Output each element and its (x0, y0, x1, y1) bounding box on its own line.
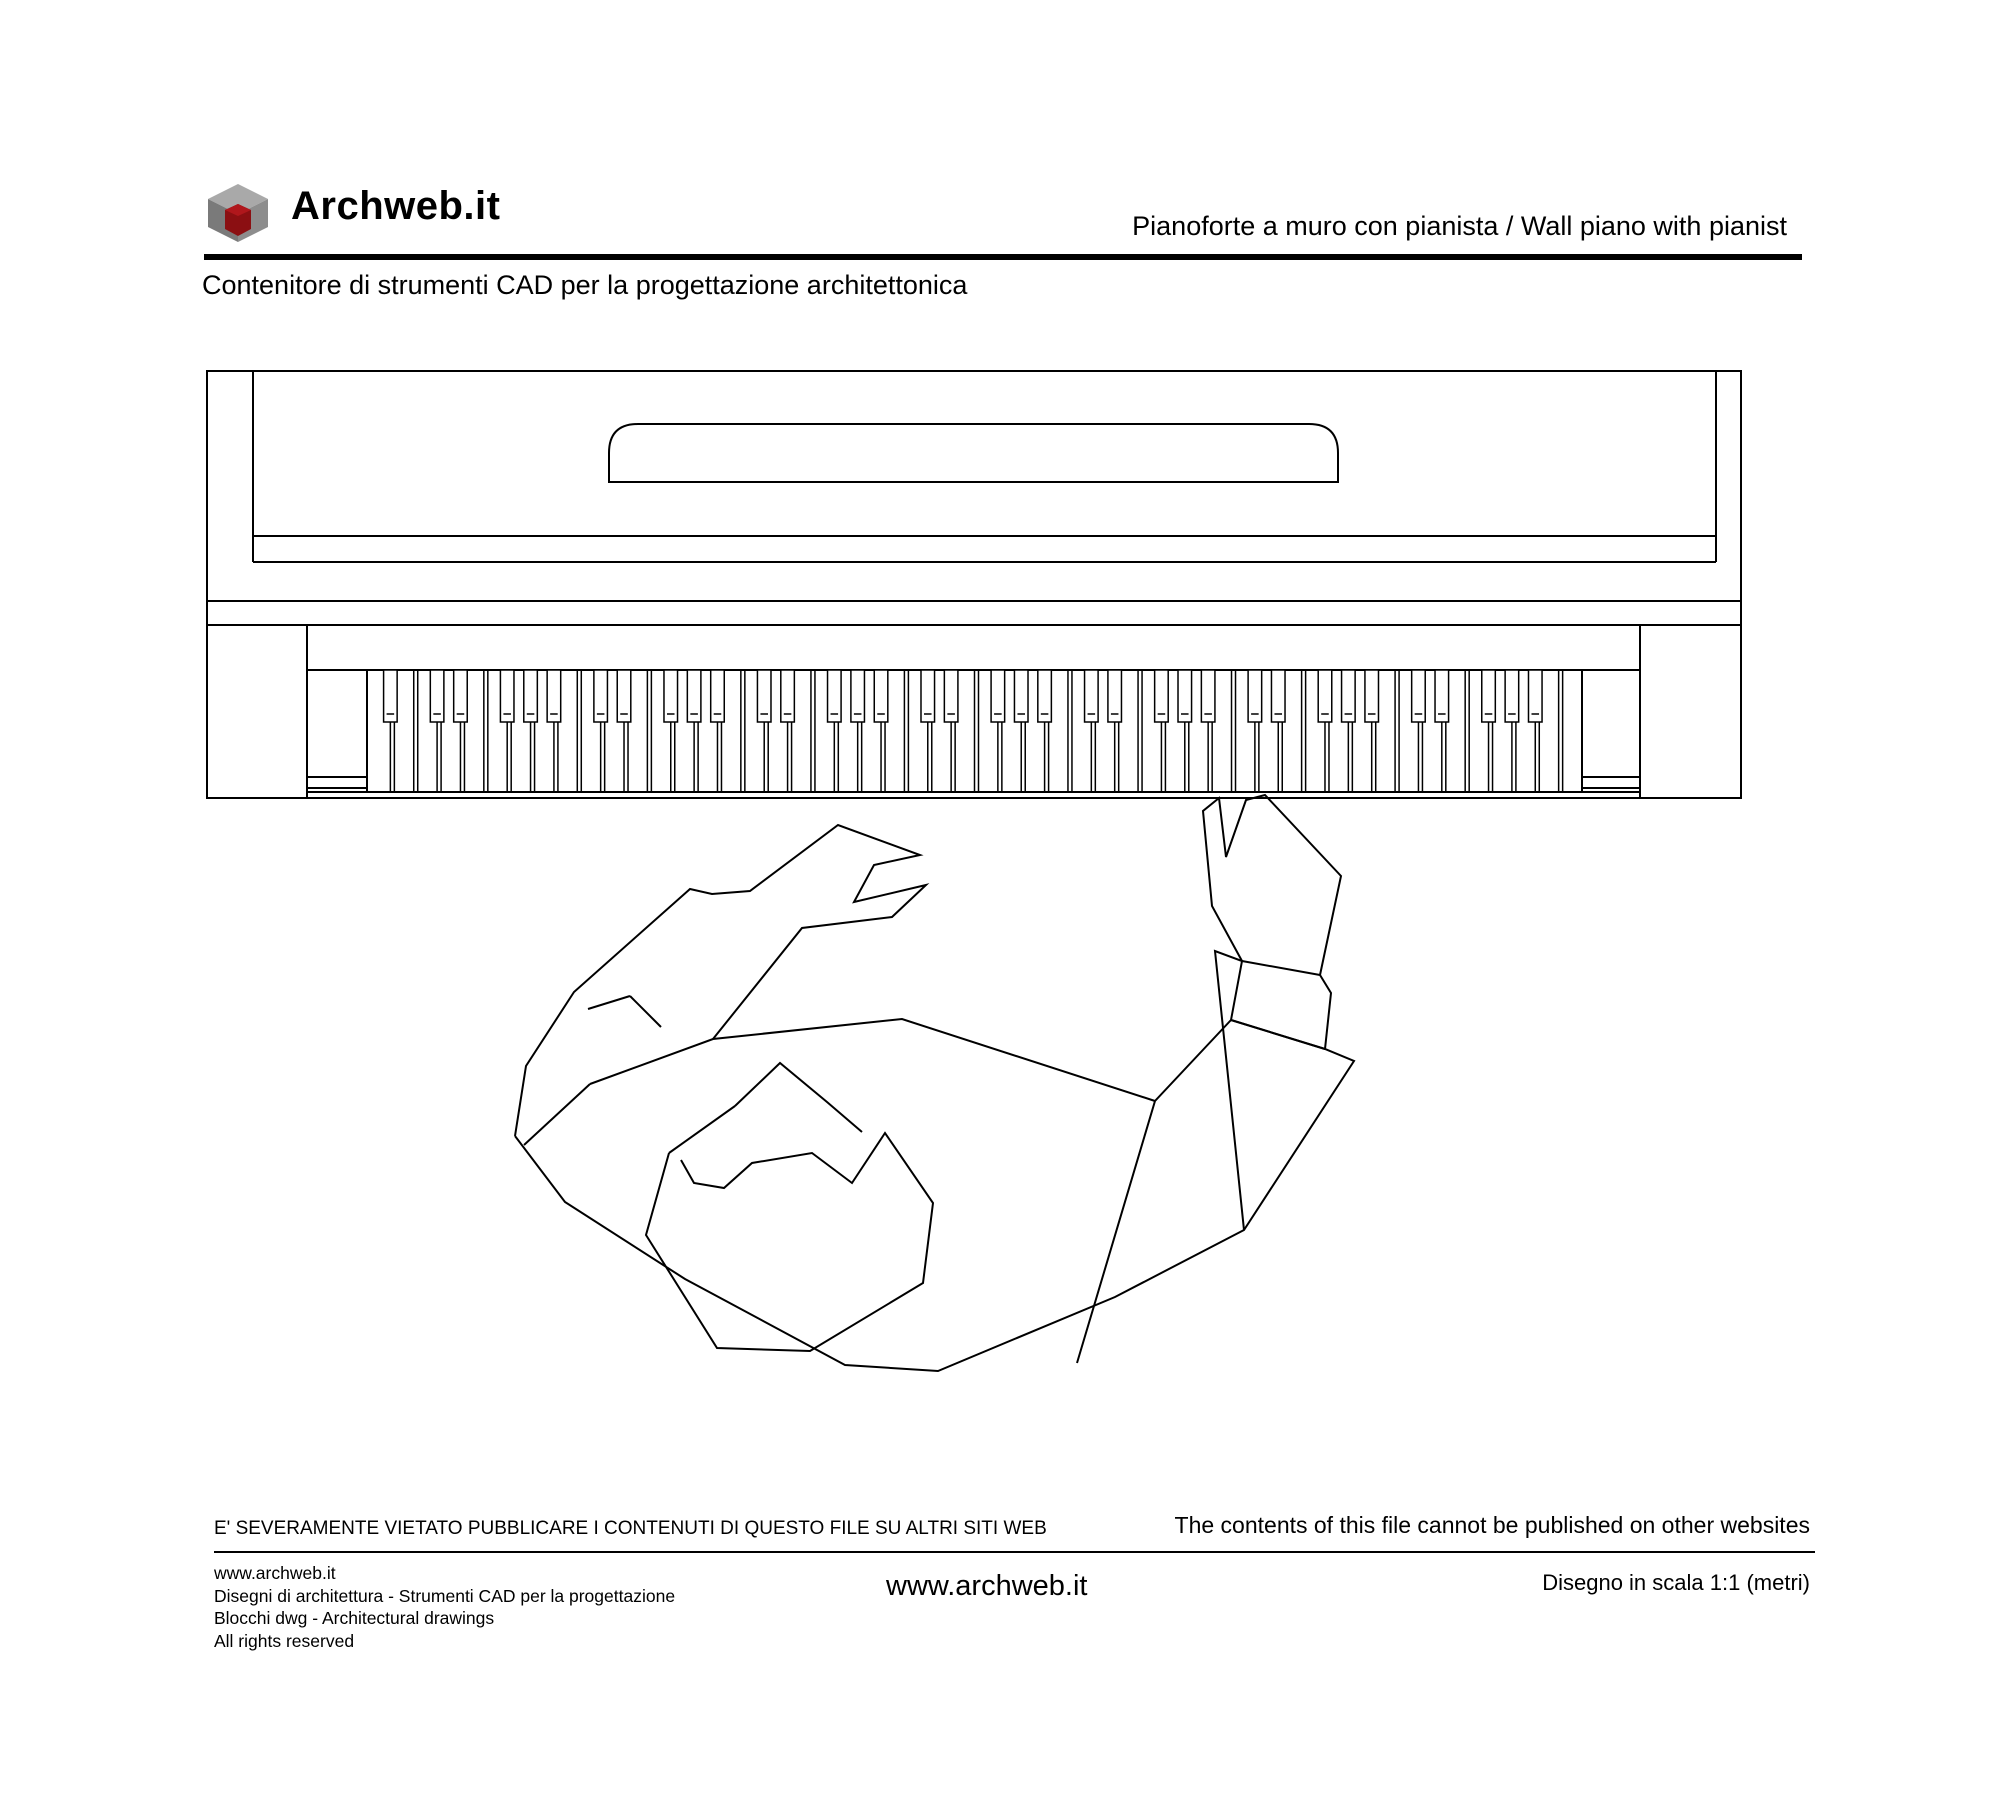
brand-name: Archweb.it (291, 184, 501, 228)
credits-block (214, 1562, 675, 1652)
site-url[interactable]: www.archweb.it (886, 1570, 1088, 1602)
warning-english: The contents of this file cannot be published on other websites (1174, 1512, 1810, 1538)
credits-line: All rights reserved (214, 1630, 355, 1651)
tagline: Contenitore di strumenti CAD per la progettazione architettonica (202, 270, 968, 300)
credits-line: www.archweb.it (214, 1563, 336, 1583)
warning-italian: E' SEVERAMENTE VIETATO PUBBLICARE I CONTENUTI DI QUESTO FILE SU ALTRI SITI WEB (214, 1518, 1047, 1539)
drawing-title: Pianoforte a muro con pianista / Wall piano with pianist (1132, 211, 1787, 241)
credits-line: Disegni di architettura - Strumenti CAD per la progettazione (214, 1585, 676, 1606)
scale-note: Disegno in scala 1:1 (metri) (1542, 1570, 1810, 1595)
footer-rule (214, 1551, 1815, 1553)
credits-line: Blocchi dwg - Architectural drawings (214, 1608, 495, 1628)
pianist-figure (515, 795, 1354, 1371)
music-stand (609, 424, 1338, 482)
